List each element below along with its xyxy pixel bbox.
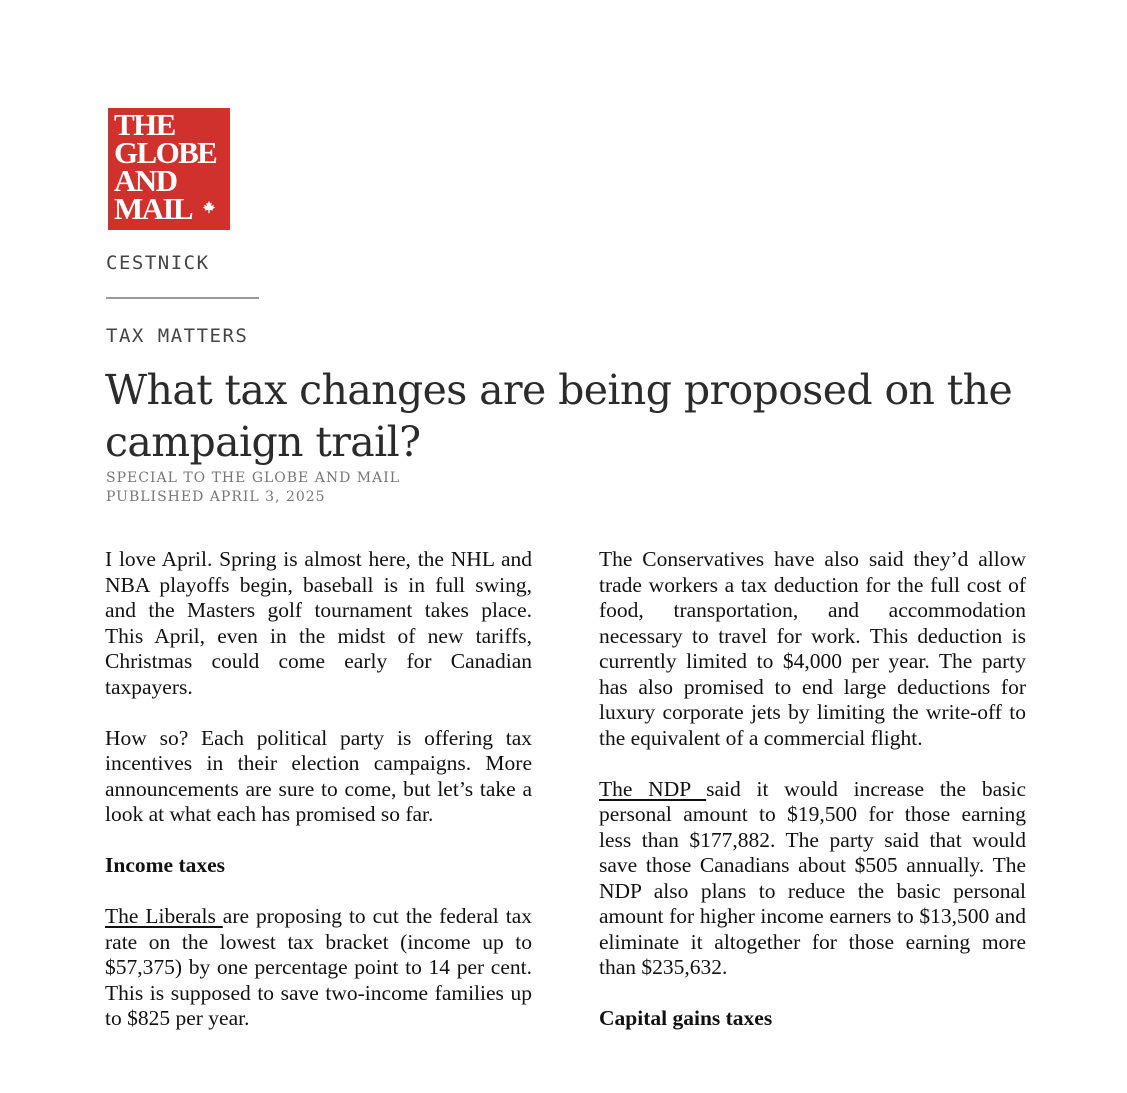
divider bbox=[106, 297, 259, 299]
logo-line-1: THE bbox=[114, 107, 175, 142]
article-column-left bbox=[105, 547, 532, 1057]
paragraph-text: are proposing to cut the federal tax rate on the lowest tax bracket (income up to $57,375) by one percentage point to 14 per cent. This is supposed to save two-income families up to $825 per year. bbox=[105, 904, 532, 1030]
paragraph-text: said it would increase the basic personal amount to $19,500 for those earning less than $177,882. The party said that would save those Canadians about $505 annually. The NDP also plans to reduce the basic personal amount for higher income earners to $13,500 and eliminate it altogether for those earning more than $235,632. bbox=[599, 776, 1027, 979]
logo-line-3: AND bbox=[114, 163, 177, 198]
paragraph: I love April. Spring is almost here, the NHL and NBA playoffs begin, baseball is in full swing, and the Masters golf tournament takes place. This April, even in the midst of new tariffs, Christmas could come early for Canadian taxpayers. bbox=[105, 547, 532, 699]
subheading-capital-gains-taxes: Capital gains taxes bbox=[599, 1006, 773, 1030]
ndp-link[interactable]: The NDP bbox=[599, 776, 707, 801]
paragraph bbox=[599, 777, 1026, 981]
article-column-right bbox=[599, 547, 1026, 1057]
byline bbox=[106, 469, 400, 507]
article-headline: What tax changes are being proposed on the campaign trail? bbox=[105, 366, 1013, 466]
globe-and-mail-logo[interactable] bbox=[108, 108, 230, 230]
liberals-link[interactable]: The Liberals bbox=[105, 904, 223, 928]
section-label[interactable]: TAX MATTERS bbox=[106, 325, 249, 347]
logo-line-2: GLOBE bbox=[114, 135, 217, 170]
paragraph bbox=[105, 904, 532, 1032]
maple-leaf-icon bbox=[202, 200, 216, 214]
byline-source: SPECIAL TO THE GLOBE AND MAIL bbox=[106, 470, 401, 486]
paragraph: The Conservatives have also said they’d allow trade workers a tax deduction for the full cost of food, transportation, and accommodation necessary to travel for work. This deduction is currently limited to $4,000 per year. The party has also promised to end large deductions for luxury corporate jets by limiting the write-off to the equivalent of a commercial flight. bbox=[599, 547, 1026, 750]
paragraph: How so? Each political party is offering tax incentives in their election campaigns. More announcements are sure to come, but let’s take a look at what each has promised so far. bbox=[105, 725, 532, 826]
byline-published-date: PUBLISHED APRIL 3, 2025 bbox=[106, 489, 326, 505]
column-name[interactable]: CESTNICK bbox=[106, 252, 210, 274]
subheading-income-taxes: Income taxes bbox=[105, 853, 226, 877]
logo-line-4: MAIL bbox=[114, 191, 192, 226]
